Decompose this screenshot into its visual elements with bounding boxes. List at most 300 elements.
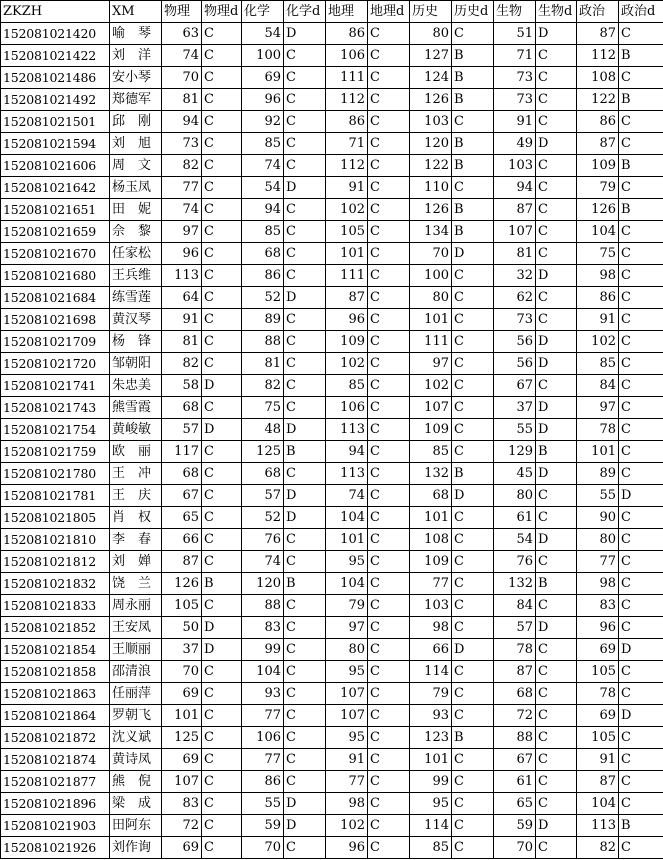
score-cell: 113 xyxy=(326,463,368,485)
score-cell: 55 xyxy=(577,485,619,507)
grade-cell: D xyxy=(284,177,326,199)
grade-cell: D xyxy=(284,287,326,309)
score-cell: 102 xyxy=(326,353,368,375)
exam-id-cell: 152081021642 xyxy=(1,177,110,199)
grade-cell: C xyxy=(284,397,326,419)
score-cell: 84 xyxy=(494,595,536,617)
grade-cell: C xyxy=(284,727,326,749)
table-row xyxy=(1,617,663,639)
score-cell: 52 xyxy=(242,507,284,529)
exam-id-cell: 152081021810 xyxy=(1,529,110,551)
score-cell: 101 xyxy=(577,441,619,463)
exam-id-cell: 152081021422 xyxy=(1,45,110,67)
grade-cell: C xyxy=(452,551,494,573)
grade-cell: C xyxy=(202,23,242,45)
grade-cell: C xyxy=(368,815,410,837)
grade-cell: C xyxy=(202,221,242,243)
column-header: 生物d xyxy=(536,1,577,23)
column-header: 物理 xyxy=(162,1,202,23)
table-row xyxy=(1,287,663,309)
score-cell: 107 xyxy=(326,705,368,727)
score-cell: 50 xyxy=(162,617,202,639)
grade-cell: D xyxy=(452,243,494,265)
grade-cell: C xyxy=(368,837,410,859)
grade-cell: C xyxy=(368,749,410,771)
table-row xyxy=(1,683,663,705)
grade-cell: C xyxy=(536,287,577,309)
grade-cell: C xyxy=(202,353,242,375)
grade-cell: C xyxy=(452,441,494,463)
exam-id-cell: 152081021754 xyxy=(1,419,110,441)
score-cell: 96 xyxy=(242,89,284,111)
exam-id-cell: 152081021651 xyxy=(1,199,110,221)
grade-cell: C xyxy=(202,111,242,133)
grade-cell: D xyxy=(536,353,577,375)
grade-cell: D xyxy=(284,507,326,529)
grade-cell: C xyxy=(202,771,242,793)
exam-id-cell: 152081021864 xyxy=(1,705,110,727)
score-cell: 71 xyxy=(326,133,368,155)
grade-cell: C xyxy=(284,837,326,859)
exam-id-cell: 152081021805 xyxy=(1,507,110,529)
score-cell: 108 xyxy=(577,67,619,89)
grade-cell: D xyxy=(452,639,494,661)
score-cell: 95 xyxy=(326,661,368,683)
grade-cell: C xyxy=(368,507,410,529)
score-cell: 68 xyxy=(494,683,536,705)
score-cell: 85 xyxy=(242,221,284,243)
grade-cell: C xyxy=(619,683,663,705)
score-cell: 68 xyxy=(162,397,202,419)
grade-cell: C xyxy=(536,375,577,397)
grade-cell: C xyxy=(202,265,242,287)
grade-cell: C xyxy=(284,375,326,397)
score-cell: 67 xyxy=(494,375,536,397)
exam-id-cell: 152081021606 xyxy=(1,155,110,177)
student-name-cell: 练雪莲 xyxy=(110,287,162,309)
grade-cell: D xyxy=(536,617,577,639)
score-cell: 86 xyxy=(242,265,284,287)
grade-cell: C xyxy=(284,749,326,771)
score-cell: 87 xyxy=(494,661,536,683)
table-row xyxy=(1,243,663,265)
score-cell: 105 xyxy=(577,727,619,749)
student-name-cell: 刘作询 xyxy=(110,837,162,859)
grade-cell: C xyxy=(452,793,494,815)
grade-cell: C xyxy=(536,683,577,705)
score-cell: 45 xyxy=(494,463,536,485)
grade-cell: B xyxy=(452,89,494,111)
exam-id-cell: 152081021863 xyxy=(1,683,110,705)
grade-cell: B xyxy=(452,727,494,749)
grade-cell: C xyxy=(284,639,326,661)
grade-cell: C xyxy=(452,815,494,837)
table-row xyxy=(1,199,663,221)
grade-cell: C xyxy=(202,705,242,727)
grade-cell: C xyxy=(284,529,326,551)
table-row xyxy=(1,441,663,463)
grade-cell: C xyxy=(368,441,410,463)
score-cell: 134 xyxy=(410,221,452,243)
grade-cell: C xyxy=(284,265,326,287)
grade-cell: C xyxy=(536,661,577,683)
score-cell: 91 xyxy=(326,177,368,199)
grade-cell: C xyxy=(368,353,410,375)
table-row xyxy=(1,837,663,859)
grade-cell: C xyxy=(536,507,577,529)
table-row xyxy=(1,177,663,199)
score-cell: 74 xyxy=(326,485,368,507)
grade-cell: C xyxy=(368,551,410,573)
score-cell: 103 xyxy=(410,595,452,617)
grade-cell: C xyxy=(202,815,242,837)
grade-cell: C xyxy=(536,705,577,727)
grade-cell: C xyxy=(452,749,494,771)
grade-cell: B xyxy=(452,67,494,89)
grade-cell: C xyxy=(536,177,577,199)
grade-cell: B xyxy=(536,441,577,463)
score-cell: 101 xyxy=(326,529,368,551)
score-cell: 73 xyxy=(162,133,202,155)
grade-cell: B xyxy=(619,815,663,837)
exam-id-cell: 152081021852 xyxy=(1,617,110,639)
grade-cell: D xyxy=(619,639,663,661)
score-cell: 56 xyxy=(494,353,536,375)
student-name-cell: 饶 兰 xyxy=(110,573,162,595)
student-name-cell: 王顺丽 xyxy=(110,639,162,661)
student-name-cell: 朱忠美 xyxy=(110,375,162,397)
score-cell: 83 xyxy=(577,595,619,617)
student-name-cell: 刘 婵 xyxy=(110,551,162,573)
score-cell: 82 xyxy=(242,375,284,397)
score-cell: 125 xyxy=(162,727,202,749)
score-cell: 87 xyxy=(577,133,619,155)
score-cell: 66 xyxy=(162,529,202,551)
table-row xyxy=(1,23,663,45)
score-cell: 91 xyxy=(326,749,368,771)
grade-cell: C xyxy=(284,199,326,221)
score-cell: 79 xyxy=(577,177,619,199)
grade-cell: C xyxy=(536,749,577,771)
student-name-cell: 田 妮 xyxy=(110,199,162,221)
grade-cell: C xyxy=(202,793,242,815)
grade-cell: C xyxy=(536,309,577,331)
student-name-cell: 欧 丽 xyxy=(110,441,162,463)
score-cell: 103 xyxy=(494,155,536,177)
score-cell: 74 xyxy=(162,45,202,67)
score-cell: 97 xyxy=(326,617,368,639)
score-cell: 85 xyxy=(410,441,452,463)
grade-cell: C xyxy=(368,199,410,221)
table-row xyxy=(1,815,663,837)
column-header: ZKZH xyxy=(1,1,110,23)
table-row xyxy=(1,793,663,815)
score-cell: 77 xyxy=(326,771,368,793)
student-name-cell: 黄汉琴 xyxy=(110,309,162,331)
grade-cell: B xyxy=(452,133,494,155)
score-cell: 95 xyxy=(326,727,368,749)
table-row xyxy=(1,397,663,419)
exam-id-cell: 152081021741 xyxy=(1,375,110,397)
exam-id-cell: 152081021720 xyxy=(1,353,110,375)
grade-cell: C xyxy=(452,353,494,375)
table-row xyxy=(1,155,663,177)
exam-id-cell: 152081021872 xyxy=(1,727,110,749)
score-cell: 99 xyxy=(242,639,284,661)
exam-id-cell: 152081021832 xyxy=(1,573,110,595)
grade-cell: C xyxy=(202,529,242,551)
score-cell: 81 xyxy=(162,331,202,353)
grade-cell: D xyxy=(284,419,326,441)
exam-id-cell: 152081021854 xyxy=(1,639,110,661)
grade-cell: C xyxy=(284,617,326,639)
score-cell: 94 xyxy=(494,177,536,199)
grade-cell: D xyxy=(536,397,577,419)
exam-id-cell: 152081021781 xyxy=(1,485,110,507)
grade-cell: C xyxy=(536,67,577,89)
grade-cell: C xyxy=(452,177,494,199)
grade-cell: C xyxy=(284,67,326,89)
score-cell: 61 xyxy=(494,507,536,529)
grade-cell: C xyxy=(284,243,326,265)
grade-cell: C xyxy=(619,133,663,155)
score-cell: 98 xyxy=(577,573,619,595)
table-row xyxy=(1,507,663,529)
score-cell: 78 xyxy=(494,639,536,661)
score-cell: 88 xyxy=(242,595,284,617)
table-row xyxy=(1,573,663,595)
score-cell: 87 xyxy=(494,199,536,221)
score-cell: 112 xyxy=(577,45,619,67)
column-header: 生物 xyxy=(494,1,536,23)
grade-cell: C xyxy=(284,309,326,331)
grade-cell: C xyxy=(619,67,663,89)
grade-cell: C xyxy=(368,617,410,639)
exam-id-cell: 152081021780 xyxy=(1,463,110,485)
score-cell: 73 xyxy=(494,309,536,331)
grade-cell: C xyxy=(536,639,577,661)
grade-cell: C xyxy=(452,507,494,529)
grade-cell: C xyxy=(619,221,663,243)
grade-cell: C xyxy=(452,287,494,309)
table-row xyxy=(1,705,663,727)
grade-cell: C xyxy=(284,463,326,485)
grade-cell: C xyxy=(619,287,663,309)
grade-cell: C xyxy=(284,155,326,177)
grade-cell: C xyxy=(284,705,326,727)
score-cell: 102 xyxy=(326,199,368,221)
grade-cell: C xyxy=(368,45,410,67)
grade-cell: B xyxy=(284,573,326,595)
student-name-cell: 王 庆 xyxy=(110,485,162,507)
grade-cell: C xyxy=(202,463,242,485)
score-cell: 68 xyxy=(242,243,284,265)
grade-cell: C xyxy=(619,551,663,573)
score-cell: 105 xyxy=(577,661,619,683)
grade-cell: C xyxy=(368,397,410,419)
score-cell: 86 xyxy=(577,111,619,133)
score-cell: 85 xyxy=(326,375,368,397)
exam-id-cell: 152081021486 xyxy=(1,67,110,89)
score-cell: 51 xyxy=(494,23,536,45)
grade-cell: B xyxy=(202,573,242,595)
exam-id-cell: 152081021896 xyxy=(1,793,110,815)
student-name-cell: 喻 琴 xyxy=(110,23,162,45)
score-cell: 104 xyxy=(326,507,368,529)
score-cell: 109 xyxy=(410,419,452,441)
grade-cell: B xyxy=(284,441,326,463)
score-cell: 86 xyxy=(326,111,368,133)
column-header: 地理d xyxy=(368,1,410,23)
grade-cell: D xyxy=(536,815,577,837)
score-cell: 71 xyxy=(494,45,536,67)
score-cell: 97 xyxy=(410,353,452,375)
score-cell: 97 xyxy=(162,221,202,243)
grade-cell: C xyxy=(202,683,242,705)
score-cell: 67 xyxy=(494,749,536,771)
grade-cell: C xyxy=(284,221,326,243)
exam-id-cell: 152081021833 xyxy=(1,595,110,617)
score-cell: 80 xyxy=(410,23,452,45)
score-cell: 100 xyxy=(242,45,284,67)
grade-cell: C xyxy=(452,309,494,331)
column-header: 政治 xyxy=(577,1,619,23)
grade-cell: C xyxy=(452,771,494,793)
score-cell: 86 xyxy=(326,23,368,45)
score-cell: 91 xyxy=(577,749,619,771)
grade-cell: D xyxy=(202,375,242,397)
score-cell: 80 xyxy=(577,529,619,551)
grade-cell: C xyxy=(368,771,410,793)
score-cell: 61 xyxy=(494,771,536,793)
student-name-cell: 王安凤 xyxy=(110,617,162,639)
table-row xyxy=(1,419,663,441)
score-cell: 106 xyxy=(326,397,368,419)
student-name-cell: 沈义斌 xyxy=(110,727,162,749)
score-cell: 107 xyxy=(162,771,202,793)
grade-cell: C xyxy=(284,133,326,155)
grade-cell: C xyxy=(619,441,663,463)
grade-cell: C xyxy=(536,771,577,793)
student-name-cell: 田阿东 xyxy=(110,815,162,837)
grade-cell: C xyxy=(452,265,494,287)
grade-cell: C xyxy=(368,89,410,111)
exam-id-cell: 152081021420 xyxy=(1,23,110,45)
grade-cell: C xyxy=(202,331,242,353)
student-name-cell: 郑德军 xyxy=(110,89,162,111)
grade-cell: C xyxy=(619,419,663,441)
grade-cell: C xyxy=(368,111,410,133)
score-cell: 76 xyxy=(494,551,536,573)
score-cell: 81 xyxy=(494,243,536,265)
score-cell: 101 xyxy=(326,243,368,265)
score-cell: 87 xyxy=(162,551,202,573)
score-cell: 54 xyxy=(242,23,284,45)
grade-cell: C xyxy=(368,375,410,397)
grade-cell: C xyxy=(619,265,663,287)
score-cell: 74 xyxy=(242,155,284,177)
score-cell: 127 xyxy=(410,45,452,67)
score-cell: 63 xyxy=(162,23,202,45)
grade-cell: C xyxy=(202,177,242,199)
score-cell: 83 xyxy=(242,617,284,639)
column-header: 化学d xyxy=(284,1,326,23)
grade-cell: C xyxy=(202,551,242,573)
grade-cell: B xyxy=(452,463,494,485)
score-cell: 67 xyxy=(162,485,202,507)
score-cell: 103 xyxy=(410,111,452,133)
student-name-cell: 周永丽 xyxy=(110,595,162,617)
score-cell: 79 xyxy=(326,595,368,617)
score-cell: 69 xyxy=(162,683,202,705)
student-name-cell: 李 春 xyxy=(110,529,162,551)
score-cell: 96 xyxy=(326,837,368,859)
score-cell: 85 xyxy=(410,837,452,859)
score-cell: 69 xyxy=(577,639,619,661)
score-cell: 80 xyxy=(410,287,452,309)
score-cell: 80 xyxy=(326,639,368,661)
table-row xyxy=(1,595,663,617)
score-cell: 54 xyxy=(494,529,536,551)
grade-cell: C xyxy=(619,309,663,331)
grade-cell: C xyxy=(619,837,663,859)
score-cell: 88 xyxy=(494,727,536,749)
score-cell: 87 xyxy=(577,23,619,45)
student-name-cell: 杨玉凤 xyxy=(110,177,162,199)
score-cell: 114 xyxy=(410,815,452,837)
score-cell: 62 xyxy=(494,287,536,309)
score-cell: 70 xyxy=(162,67,202,89)
score-cell: 125 xyxy=(242,441,284,463)
score-cell: 85 xyxy=(242,133,284,155)
table-row xyxy=(1,221,663,243)
score-cell: 111 xyxy=(410,331,452,353)
grade-cell: C xyxy=(368,683,410,705)
grade-cell: D xyxy=(284,815,326,837)
score-cell: 94 xyxy=(326,441,368,463)
exam-id-cell: 152081021501 xyxy=(1,111,110,133)
grade-cell: C xyxy=(284,683,326,705)
grade-cell: C xyxy=(536,89,577,111)
score-cell: 37 xyxy=(494,397,536,419)
score-cell: 126 xyxy=(162,573,202,595)
score-cell: 87 xyxy=(577,771,619,793)
table-row xyxy=(1,551,663,573)
grade-cell: C xyxy=(619,331,663,353)
score-cell: 56 xyxy=(494,331,536,353)
grade-cell: C xyxy=(368,463,410,485)
score-cell: 92 xyxy=(242,111,284,133)
grade-cell: C xyxy=(202,45,242,67)
exam-id-cell: 152081021877 xyxy=(1,771,110,793)
grade-cell: C xyxy=(452,705,494,727)
table-row xyxy=(1,771,663,793)
score-cell: 89 xyxy=(242,309,284,331)
student-name-cell: 熊雪霞 xyxy=(110,397,162,419)
grade-cell: C xyxy=(368,639,410,661)
score-cell: 52 xyxy=(242,287,284,309)
grade-cell: C xyxy=(202,441,242,463)
score-cell: 69 xyxy=(162,837,202,859)
score-cell: 124 xyxy=(410,67,452,89)
grade-cell: D xyxy=(202,639,242,661)
score-cell: 113 xyxy=(577,815,619,837)
score-cell: 77 xyxy=(410,573,452,595)
score-cell: 126 xyxy=(410,199,452,221)
score-cell: 105 xyxy=(326,221,368,243)
score-cell: 86 xyxy=(242,771,284,793)
grade-cell: C xyxy=(452,837,494,859)
